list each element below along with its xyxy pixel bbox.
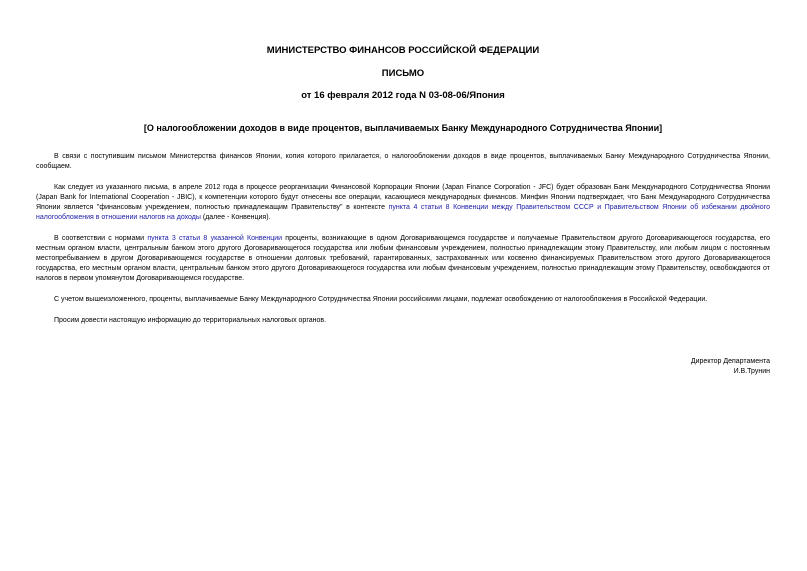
signature-position: Директор Департамента xyxy=(690,358,770,365)
paragraph-3-text-b: проценты, возникающие в одном Договаривающемся государстве и получаемые Правительством другого Договаривающегося государства, его местным органом власти, центральным банком этого другого Договаривающегося государства или любым финансовым учреждением, полностью принадлежащим этому Правительству, или любым лицом с постоянным местопребыванием в другом Договаривающемся государстве в отношении долговых требований, гарантированных, застрахованных или косвенно финансируемых Правительством этого другого Договаривающегося государства, его местным органом власти, центральным банком этого другого Договаривающегося государства или любым финансовым учреждением, полностью принадлежащим этому Правительству, освобождаются от налогов в первом упомянутом Договаривающемся государстве. xyxy=(36,235,770,282)
document-title: [О налогообложении доходов в виде процентов, выплачиваемых Банку Международного Сотрудничества Японии] xyxy=(143,123,663,133)
convention-article-8-3-link[interactable]: пункта 3 статьи 8 указанной Конвенции xyxy=(147,235,283,242)
signature-name: И.В.Трунин xyxy=(733,368,770,375)
paragraph-5: Просим довести настоящую информацию до территориальных налоговых органов. xyxy=(54,317,327,324)
document-type-heading: ПИСЬМО xyxy=(381,68,425,79)
paragraph-2-text-b: (далее - Конвенция). xyxy=(200,214,271,221)
paragraph-3-text-a: В соответствии с нормами xyxy=(54,235,148,242)
convention-article-8-4-link[interactable]: пункта 4 статьи 8 Конвенции между Правительством СССР и Правительством Японии об избежании двойного налогообложения в отношении налогов на доходы xyxy=(36,204,770,221)
document-date-number: от 16 февраля 2012 года N 03-08-06/Япония xyxy=(301,90,505,101)
paragraph-1: В связи с поступившим письмом Министерства финансов Японии, копия которого прилагается, о налогообложении доходов в виде процентов, выплачиваемых Банку Международного Сотрудничества Японии, сообщаем. xyxy=(36,153,770,170)
paragraph-3 xyxy=(36,234,770,284)
paragraph-2 xyxy=(36,183,770,223)
paragraph-2-text-a: Как следует из указанного письма, в апреле 2012 года в процессе реорганизации Финансовой Корпорации Японии (Japan Finance Corporation - JFC) будет образован Банк Международного Сотрудничества Японии (Japan Bank for International Cooperation - JBIC), к компетенции которого будут отнесены все операции, касающиеся международных финансов. Минфин Японии подтверждает, что Банк Международного Сотрудничества Японии является "финансовым учреждением, полностью принадлежащим Правительству" в контексте xyxy=(36,184,770,211)
paragraph-4: С учетом вышеизложенного, проценты, выплачиваемые Банку Международного Сотрудничества Японии российскими лицами, подлежат освобождению от налогообложения в Российской Федерации. xyxy=(54,296,708,303)
ministry-heading: МИНИСТЕРСТВО ФИНАНСОВ РОССИЙСКОЙ ФЕДЕРАЦИИ xyxy=(266,45,540,56)
